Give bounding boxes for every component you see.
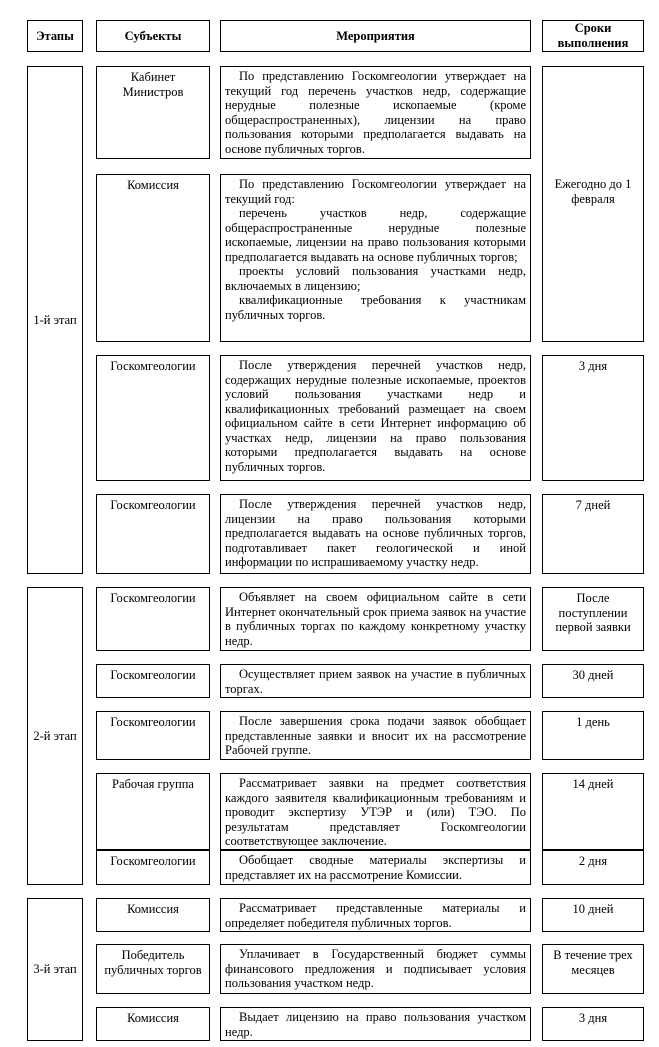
header-deadline-label: Сроки выполнения [557,21,629,50]
row-subject: Госкомгеологии [96,850,210,885]
stage-1-label: 1-й этап [33,312,77,327]
row-activity [220,850,531,885]
activity-paragraph: Рассматривает представленные материалы и определяет победителя публичных торгов. [225,901,526,930]
row-activity [220,174,531,342]
row-deadline: 2 дня [542,850,644,885]
row-activity [220,66,531,159]
activity-paragraph: Обобщает сводные материалы экспертизы и представляет их на рассмотрение Комиссии. [225,853,526,882]
activity-paragraph: Рассматривает заявки на предмет соответствия каждого заявителя квалификационным требованиям и проводит экспертизу УТЭР и (или) ТЭО. По результатам представляет Госкомгеологии соответствующее заключение. [225,776,526,848]
activity-paragraph: Объявляет на своем официальном сайте в сети Интернет окончательный срок приема заявок на участие в публичных торгах по каждому конкретному участку недр. [225,590,526,648]
stage-2-cell [27,587,83,885]
activity-paragraph: проекты условий пользования участками недр, включаемых в лицензию; [225,264,526,293]
header-stage-label: Этапы [36,28,74,43]
row-subject: Госкомгеологии [96,355,210,481]
activity-paragraph: Выдает лицензию на право пользования участком недр. [225,1010,526,1039]
row-activity [220,494,531,574]
row-subject: Комиссия [96,1007,210,1041]
header-subject-label: Субъекты [124,28,182,43]
activity-paragraph: Уплачивает в Государственный бюджет суммы финансового предложения и подписывает условия пользования участком недр. [225,947,526,990]
activity-paragraph: По представлению Госкомгеологии утверждает на текущий год: [225,177,526,206]
row-subject: Кабинет Министров [96,66,210,159]
stage-2-label: 2-й этап [33,728,77,743]
row-subject: Госкомгеологии [96,587,210,651]
row-deadline: 1 день [542,711,644,760]
activity-paragraph: Осуществляет прием заявок на участие в публичных торгах. [225,667,526,696]
header-activity [220,20,531,52]
row-subject: Госкомгеологии [96,664,210,698]
row-deadline: Ежегодно до 1 февраля [542,66,644,342]
row-activity [220,587,531,651]
row-deadline: 10 дней [542,898,644,932]
row-deadline: 14 дней [542,773,644,850]
row-activity [220,664,531,698]
activity-paragraph: перечень участков недр, содержащие общераспространенные нерудные полезные ископаемые, лицензии на право пользования которыми предполагается выдавать на основе публичных торгов; [225,206,526,264]
row-deadline: 3 дня [542,1007,644,1041]
row-activity [220,898,531,932]
row-subject: Госкомгеологии [96,494,210,574]
row-activity [220,944,531,994]
header-deadline [542,20,644,52]
row-activity [220,711,531,760]
row-subject: Победитель публичных торгов [96,944,210,994]
row-activity [220,355,531,481]
activity-paragraph: После утверждения перечней участков недр, содержащих нерудные полезные ископаемые, проектов условий пользования участками недр и квалификационных требований размещает на своем официальном сайте в сети Интернет информацию об участках недр, лицензии на право пользования которыми предполагается выдавать на основе публичных торгов. [225,358,526,474]
header-activity-label: Мероприятия [336,28,415,43]
header-subject [96,20,210,52]
activity-paragraph: После завершения срока подачи заявок обобщает представленные заявки и вносит их на рассмотрение Рабочей группе. [225,714,526,757]
row-deadline: 3 дня [542,355,644,481]
stage-3-label: 3-й этап [33,962,77,976]
row-subject: Комиссия [96,898,210,932]
activity-paragraph: По представлению Госкомгеологии утверждает на текущий год перечень участков недр, содержащие нерудные полезные ископаемые (кроме общераспространенных), лицензии на право пользования которыми предполагается выдавать на основе публичных торгов. [225,69,526,156]
activity-paragraph: После утверждения перечней участков недр, лицензии на право пользования которыми предполагается выдавать на основе публичных торгов, подготавливает пакет геологической и иной информации по испрашиваемому участку недр. [225,497,526,569]
header-stage [27,20,83,52]
row-activity [220,1007,531,1041]
stage-3-cell [27,898,83,1041]
row-deadline: После поступлении первой заявки [542,587,644,651]
activity-paragraph: квалификационные требования к участникам публичных торгов. [225,293,526,322]
row-subject: Комиссия [96,174,210,342]
row-subject: Госкомгеологии [96,711,210,760]
stage-1-cell [27,66,83,574]
row-subject: Рабочая группа [96,773,210,850]
row-activity [220,773,531,850]
row-deadline: В течение трех месяцев [542,944,644,994]
row-deadline: 30 дней [542,664,644,698]
row-deadline: 7 дней [542,494,644,574]
